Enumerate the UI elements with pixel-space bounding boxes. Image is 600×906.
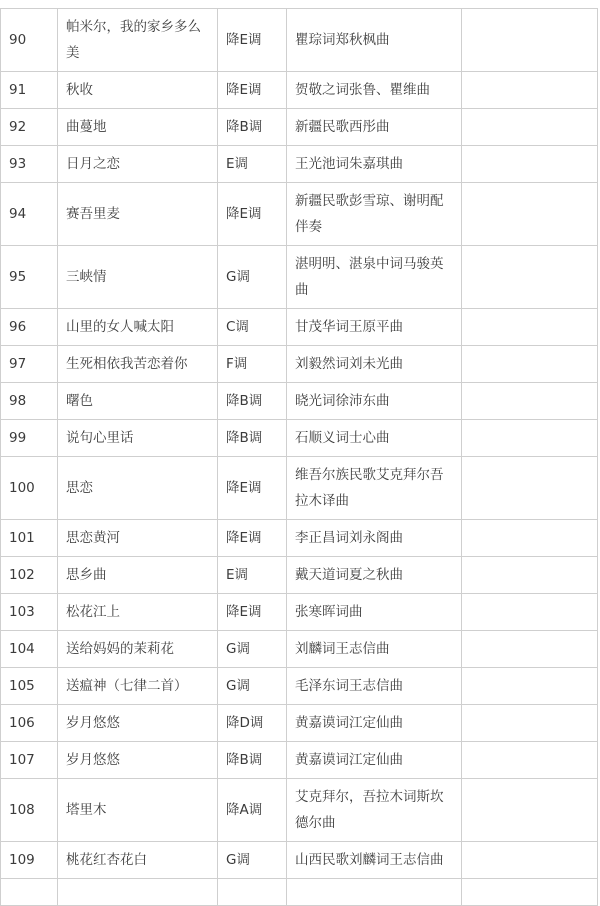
song-note (462, 668, 598, 705)
song-note (462, 742, 598, 779)
song-credit: 李正昌词刘永阁曲 (287, 520, 462, 557)
table-row (1, 557, 598, 594)
song-title: 松花江上 (58, 594, 218, 631)
song-credit: 刘麟词王志信曲 (287, 631, 462, 668)
song-table (0, 8, 598, 906)
song-key: 降E调 (218, 594, 287, 631)
row-number: 108 (1, 779, 58, 842)
song-title: 生死相依我苦恋着你 (58, 346, 218, 383)
table-row (1, 742, 598, 779)
song-credit: 甘茂华词王原平曲 (287, 309, 462, 346)
table-row (1, 705, 598, 742)
song-credit: 山西民歌刘麟词王志信曲 (287, 842, 462, 879)
song-credit: 黄嘉谟词江定仙曲 (287, 705, 462, 742)
song-title: 赛吾里麦 (58, 183, 218, 246)
row-number: 96 (1, 309, 58, 346)
song-credit: 贺敬之词张鲁、瞿维曲 (287, 72, 462, 109)
row-number: 93 (1, 146, 58, 183)
song-title: 说句心里话 (58, 420, 218, 457)
table-row (1, 420, 598, 457)
song-key: G调 (218, 842, 287, 879)
song-credit: 黄嘉谟词江定仙曲 (287, 742, 462, 779)
table-row (1, 109, 598, 146)
song-note (462, 146, 598, 183)
row-number: 105 (1, 668, 58, 705)
song-credit: 石顺义词士心曲 (287, 420, 462, 457)
table-row (1, 146, 598, 183)
song-credit: 张寒晖词曲 (287, 594, 462, 631)
song-key: 降D调 (218, 705, 287, 742)
table-row (1, 72, 598, 109)
song-title: 送瘟神（七律二首） (58, 668, 218, 705)
song-note (462, 420, 598, 457)
song-title: 三峡情 (58, 246, 218, 309)
song-key: 降E调 (218, 520, 287, 557)
table-row (1, 383, 598, 420)
song-note (462, 9, 598, 72)
song-note (462, 346, 598, 383)
table-row (1, 346, 598, 383)
table-row (1, 9, 598, 72)
song-note (462, 779, 598, 842)
song-credit: 戴天道词夏之秋曲 (287, 557, 462, 594)
song-key: E调 (218, 146, 287, 183)
table-row (1, 668, 598, 705)
table-row (1, 842, 598, 879)
row-number: 100 (1, 457, 58, 520)
row-number: 95 (1, 246, 58, 309)
song-credit: 艾克拜尔，吾拉木词斯坎德尔曲 (287, 779, 462, 842)
song-key: G调 (218, 668, 287, 705)
song-note (462, 705, 598, 742)
row-number: 92 (1, 109, 58, 146)
row-number: 90 (1, 9, 58, 72)
table-row (1, 183, 598, 246)
song-key: E调 (218, 557, 287, 594)
row-number: 104 (1, 631, 58, 668)
song-key: 降E调 (218, 9, 287, 72)
song-key: 降A调 (218, 779, 287, 842)
song-title: 思恋 (58, 457, 218, 520)
song-note (462, 557, 598, 594)
row-number: 98 (1, 383, 58, 420)
song-title: 桃花红杏花白 (58, 842, 218, 879)
song-note (462, 594, 598, 631)
song-title: 曲蔓地 (58, 109, 218, 146)
row-number: 107 (1, 742, 58, 779)
row-number: 91 (1, 72, 58, 109)
song-credit: 刘毅然词刘未光曲 (287, 346, 462, 383)
song-title: 送给妈妈的茉莉花 (58, 631, 218, 668)
song-title: 曙色 (58, 383, 218, 420)
song-credit: 毛泽东词王志信曲 (287, 668, 462, 705)
song-note (462, 631, 598, 668)
song-title: 日月之恋 (58, 146, 218, 183)
table-row (1, 779, 598, 842)
song-note (462, 383, 598, 420)
song-credit: 王光池词朱嘉琪曲 (287, 146, 462, 183)
row-number: 94 (1, 183, 58, 246)
song-title-empty (58, 879, 218, 906)
song-key: G调 (218, 246, 287, 309)
song-note (462, 842, 598, 879)
song-title: 塔里木 (58, 779, 218, 842)
song-credit: 维吾尔族民歌艾克拜尔吾拉木译曲 (287, 457, 462, 520)
row-number: 109 (1, 842, 58, 879)
table-row (1, 520, 598, 557)
song-note (462, 309, 598, 346)
row-number: 99 (1, 420, 58, 457)
row-number: 103 (1, 594, 58, 631)
song-credit: 瞿琮词郑秋枫曲 (287, 9, 462, 72)
row-number: 102 (1, 557, 58, 594)
song-note-empty (462, 879, 598, 906)
song-key: 降E调 (218, 72, 287, 109)
song-title: 山里的女人喊太阳 (58, 309, 218, 346)
song-title: 思乡曲 (58, 557, 218, 594)
song-title: 思恋黄河 (58, 520, 218, 557)
song-credit: 晓光词徐沛东曲 (287, 383, 462, 420)
song-key: F调 (218, 346, 287, 383)
song-note (462, 520, 598, 557)
song-key: G调 (218, 631, 287, 668)
song-title: 岁月悠悠 (58, 705, 218, 742)
table-row (1, 246, 598, 309)
song-key: 降B调 (218, 383, 287, 420)
table-row (1, 457, 598, 520)
song-note (462, 457, 598, 520)
table-row-partial (1, 879, 598, 906)
song-note (462, 109, 598, 146)
song-note (462, 246, 598, 309)
row-number: 101 (1, 520, 58, 557)
song-credit: 湛明明、湛泉中词马骏英曲 (287, 246, 462, 309)
song-key: C调 (218, 309, 287, 346)
row-number: 106 (1, 705, 58, 742)
song-note (462, 72, 598, 109)
song-key: 降B调 (218, 109, 287, 146)
song-table-body (1, 9, 598, 906)
song-key: 降E调 (218, 183, 287, 246)
row-number: 97 (1, 346, 58, 383)
song-key: 降E调 (218, 457, 287, 520)
song-credit-empty (287, 879, 462, 906)
row-number-empty (1, 879, 58, 906)
song-title: 帕米尔，我的家乡多么美 (58, 9, 218, 72)
song-title: 秋收 (58, 72, 218, 109)
table-row (1, 309, 598, 346)
song-credit: 新疆民歌西彤曲 (287, 109, 462, 146)
table-row (1, 594, 598, 631)
song-note (462, 183, 598, 246)
song-key: 降B调 (218, 420, 287, 457)
song-key-empty (218, 879, 287, 906)
song-credit: 新疆民歌彭雪琼、谢明配伴奏 (287, 183, 462, 246)
song-title: 岁月悠悠 (58, 742, 218, 779)
table-row (1, 631, 598, 668)
song-key: 降B调 (218, 742, 287, 779)
